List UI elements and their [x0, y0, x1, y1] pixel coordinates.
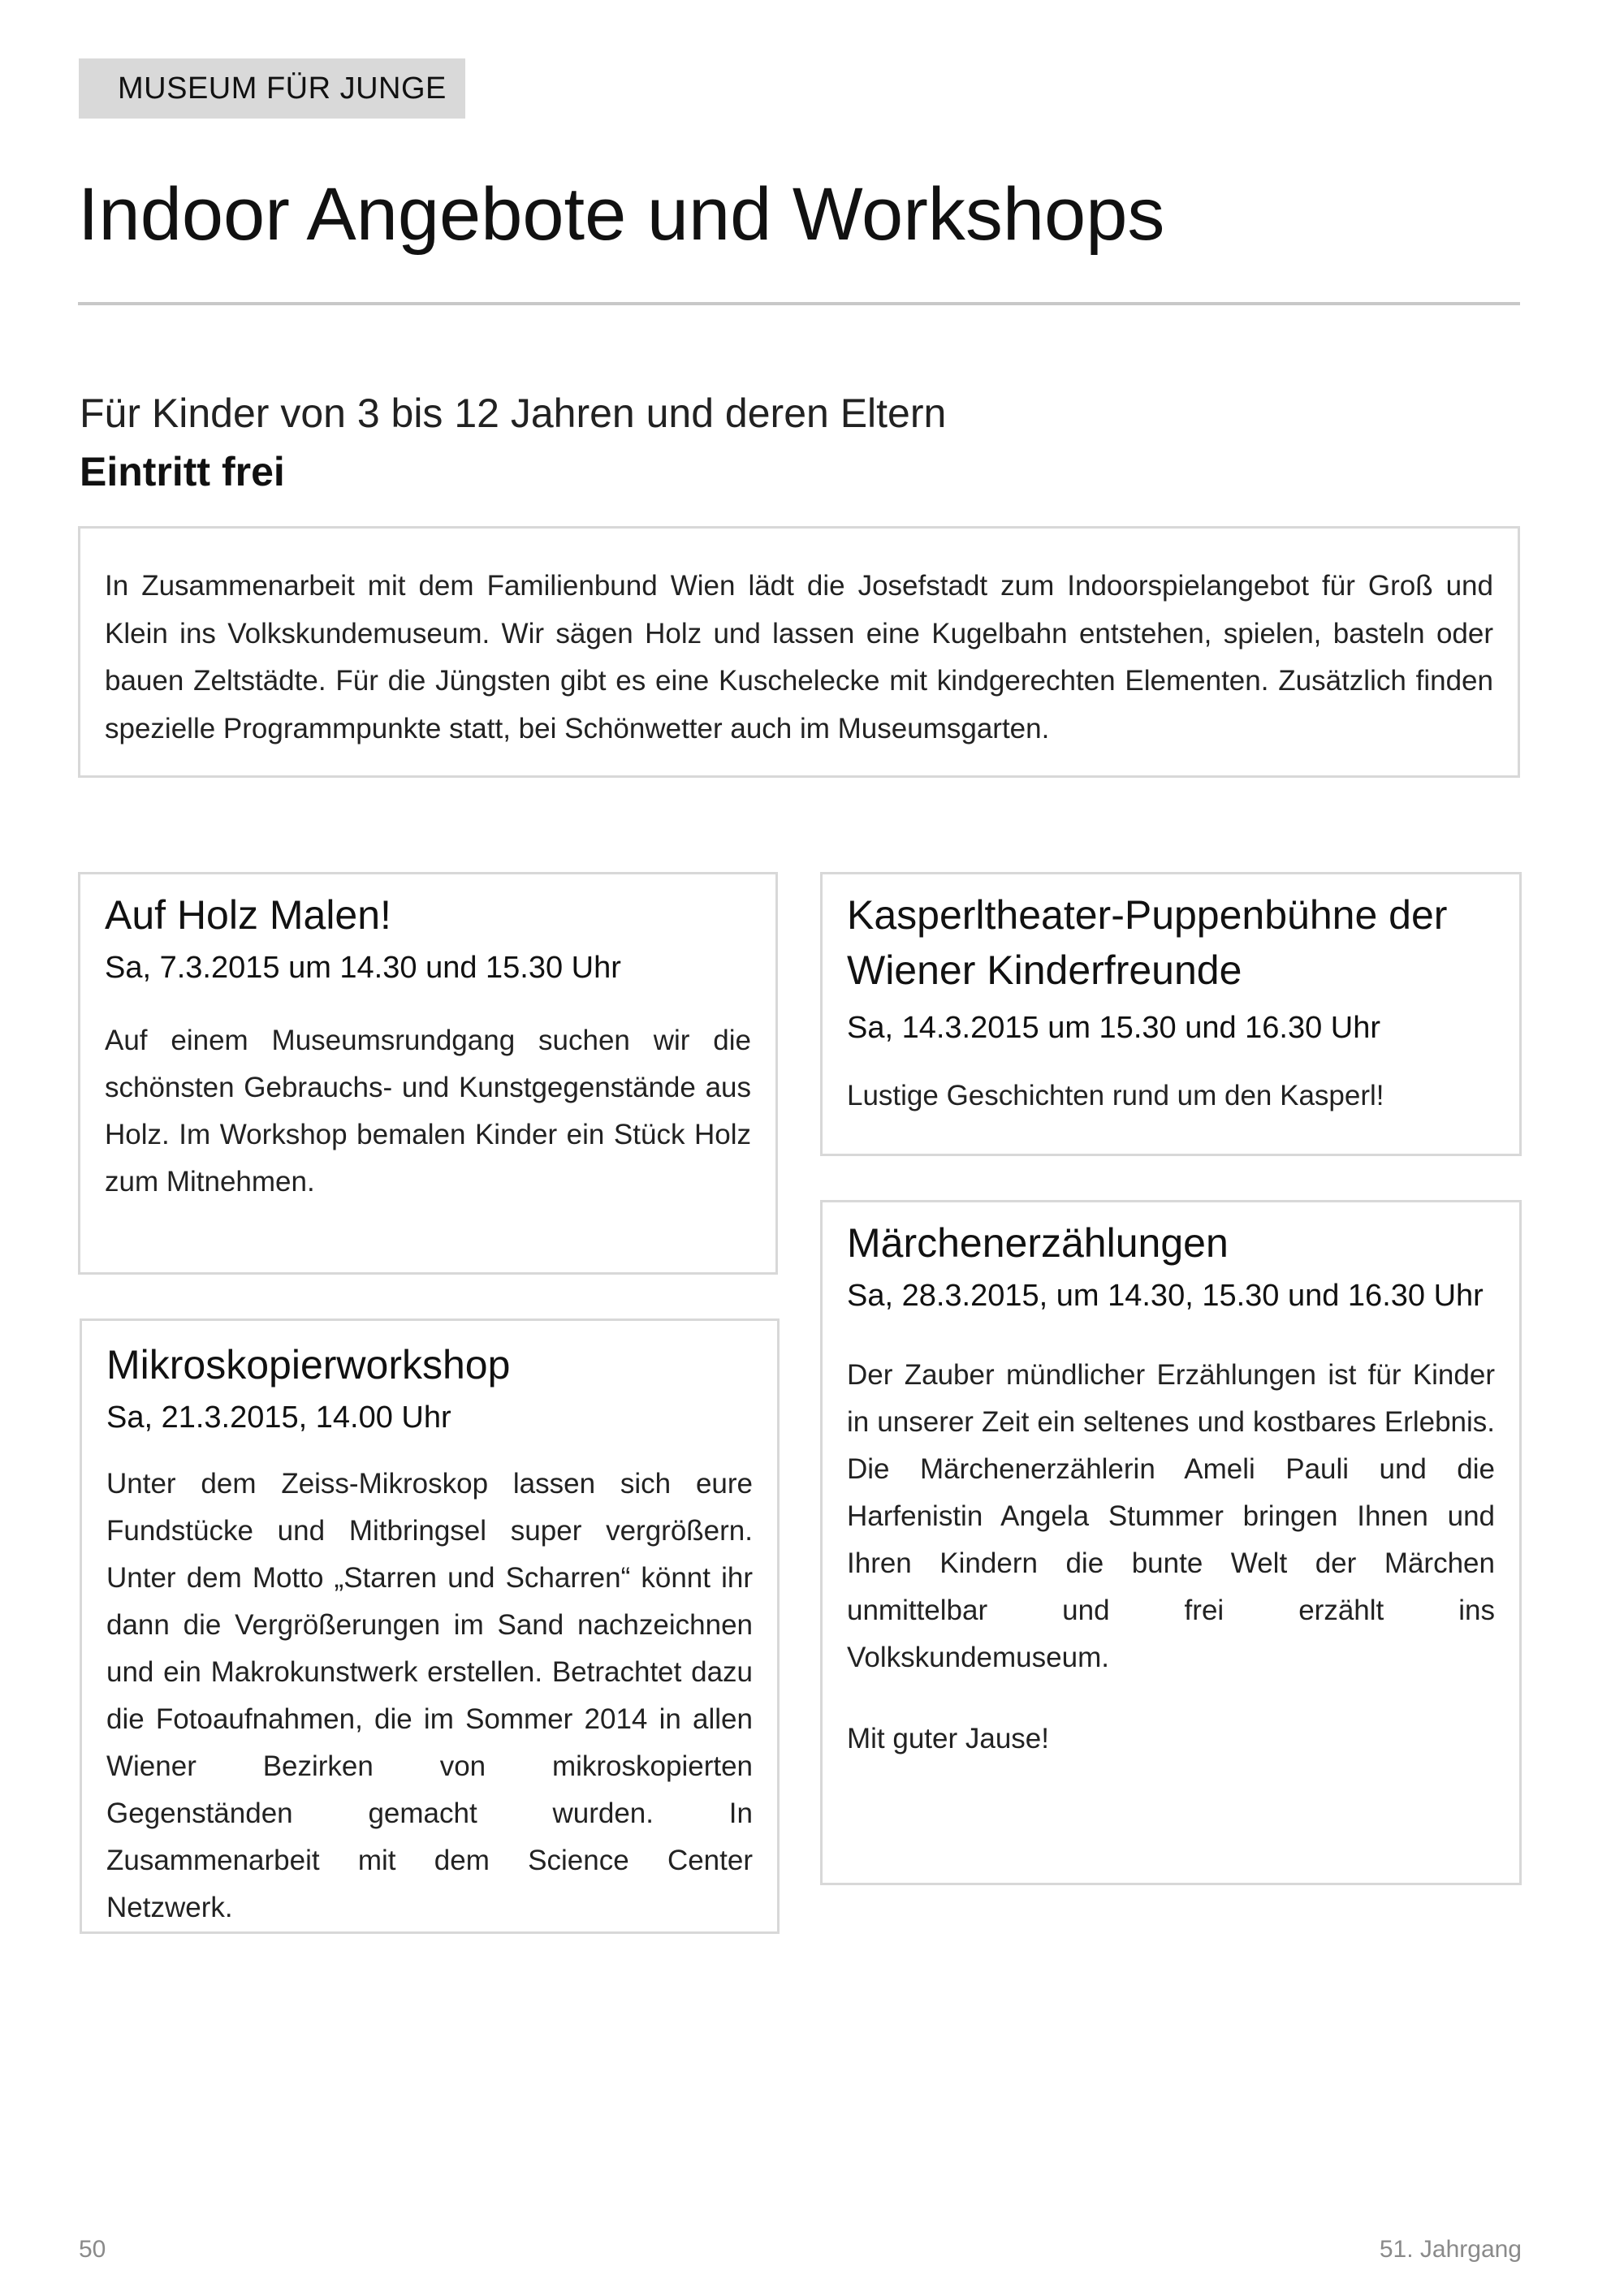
event-card-maerchenerzaehlungen — [820, 1200, 1522, 1885]
entry-info: Eintritt frei — [80, 449, 285, 494]
event-date: Sa, 28.3.2015, um 14.30, 15.30 und 16.30 Uhr — [847, 1279, 1484, 1313]
intro-text: In Zusammenarbeit mit dem Familienbund Wien lädt die Josefstadt zum Indoorspielangebot für Groß und Klein ins Volkskundemuseum. Wir sägen Holz und lassen eine Kugelbahn entstehen, spielen, basteln oder bauen Zeltstädte. Für die Jüngsten gibt es eine Kuschelecke mit kindgerechten Elementen. Zusätzlich finden spezielle Programmpunkte statt, bei Schönwetter auch im Museumsgarten. — [105, 570, 1493, 744]
event-date: Sa, 14.3.2015 um 15.30 und 16.30 Uhr — [847, 1011, 1381, 1045]
event-date: Sa, 7.3.2015 um 14.30 und 15.30 Uhr — [105, 951, 621, 985]
event-description: Der Zauber mündlicher Erzählungen ist für Kinder in unserer Zeit ein seltenes und kostbares Erlebnis. Die Märchenerzählerin Ameli Pauli und die Harfenistin Angela Stummer bringen Ihnen und Ihren Kindern die bunte Welt der Märchen unmittelbar und frei erzählt ins Volkskundemuseum. — [847, 1359, 1495, 1673]
intro-box — [78, 526, 1520, 778]
page-title: Indoor Angebote und Workshops — [78, 173, 1165, 256]
event-description: Auf einem Museumsrundgang suchen wir die schönsten Gebrauchs- und Kunstgegenstände aus Holz. Im Workshop bemalen Kinder ein Stück Holz zum Mitnehmen. — [105, 1025, 751, 1198]
event-card-kasperltheater — [820, 872, 1522, 1156]
audience-line: Für Kinder von 3 bis 12 Jahren und deren Eltern — [80, 391, 947, 436]
event-card-mikroskopierworkshop — [80, 1318, 780, 1934]
title-divider — [78, 302, 1520, 305]
section-tag: MUSEUM FÜR JUNGE — [79, 58, 465, 119]
event-date: Sa, 21.3.2015, 14.00 Uhr — [106, 1400, 451, 1435]
event-card-holz-malen — [78, 872, 778, 1275]
event-title: Mikroskopierworkshop — [106, 1342, 511, 1388]
event-title: Auf Holz Malen! — [105, 892, 391, 938]
volume-label: 51. Jahrgang — [1379, 2236, 1522, 2263]
event-title: Märchenerzählungen — [847, 1220, 1229, 1266]
event-description: Lustige Geschichten rund um den Kasperl! — [847, 1080, 1384, 1111]
event-title: Kasperltheater-Puppenbühne der Wiener Kinderfreunde — [847, 892, 1448, 993]
event-note: Mit guter Jause! — [847, 1723, 1049, 1754]
event-description: Unter dem Zeiss-Mikroskop lassen sich eure Fundstücke und Mitbringsel super vergrößern. Unter dem Motto „Starren und Scharren“ könnt ihr dann die Vergrößerungen im Sand nachzeichnen und ein Makrokunstwerk erstellen. Betrachtet dazu die Fotoaufnahmen, die im Sommer 2014 in allen Wiener Bezirken von mikroskopierten Gegenständen gemacht wurden. In Zusammenarbeit mit dem Science Center Netzwerk. — [106, 1468, 753, 1923]
page-number: 50 — [79, 2236, 106, 2263]
